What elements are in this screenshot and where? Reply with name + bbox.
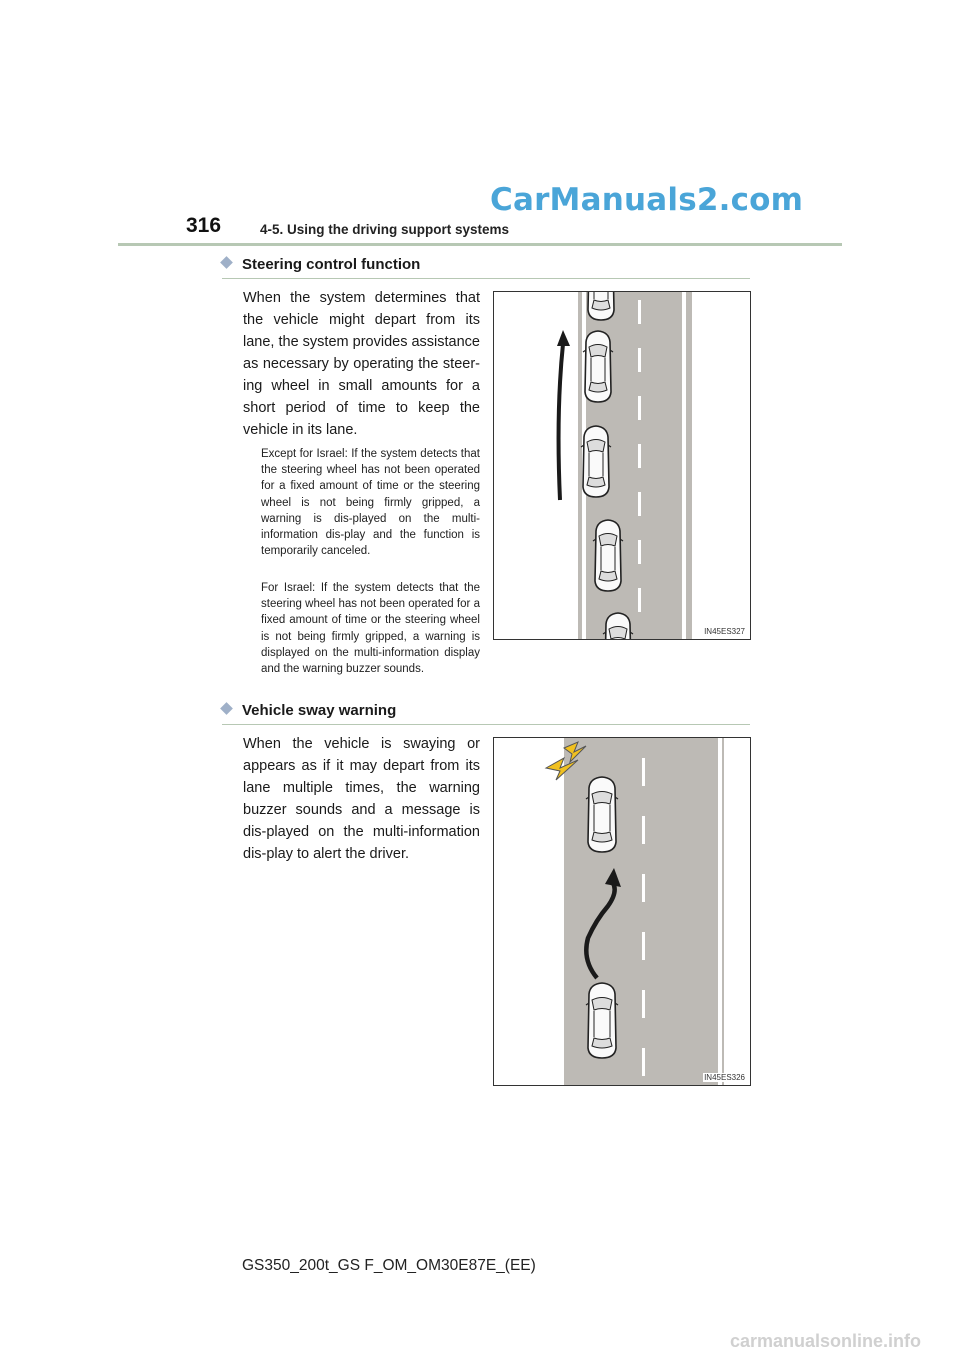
section-heading-steering-control: Steering control function (222, 256, 420, 273)
watermark-footer: carmanualsonline.info (730, 1331, 922, 1351)
car-icon (586, 292, 616, 320)
arrow-head-icon (557, 330, 570, 346)
section-rule (222, 724, 750, 725)
road-edge-line (682, 292, 686, 639)
car-icon (593, 520, 623, 591)
steering-control-illustration (494, 292, 750, 639)
note-except-israel: Except for Israel: If the system detects that the steering wheel has not been operated for a fixed amount of time or the steering wheel is not being firmly gripped, a warning is dis-played on the multi-information dis-play and the function is temporarily canceled. (261, 448, 480, 558)
car-icon (586, 777, 618, 852)
diamond-bullet-icon (220, 256, 233, 269)
diamond-bullet-icon (220, 702, 233, 715)
car-icon (583, 331, 613, 402)
header-rule (118, 243, 842, 246)
figure-sway-warning (493, 737, 751, 1086)
figure-code: IN45ES326 (704, 1073, 745, 1082)
watermark-logo: CarManuals2.com (490, 182, 804, 218)
note-for-israel: For Israel: If the system detects that the steering wheel has not been operated for a fixed amount of time or the steering wheel is not being firmly gripped, a warning is displayed on the multi-information display and the warning buzzer sounds. (261, 582, 480, 676)
car-icon (581, 426, 611, 497)
section-heading-sway-warning: Vehicle sway warning (222, 702, 396, 719)
page-number: 316 (186, 214, 222, 237)
sway-warning-illustration (494, 738, 750, 1085)
manual-code-footer: GS350_200t_GS F_OM_OM30E87E_(EE) (242, 1257, 536, 1274)
road-edge-line (718, 738, 722, 1085)
steering-arrow (559, 344, 563, 500)
figure-code: IN45ES327 (704, 627, 745, 636)
sway-warning-body: When the vehicle is swaying or appears as if it may depart from its lane multiple times, the warning buzzer sounds and a message is dis-played on the multi-information dis-play to alert the driver. (243, 736, 480, 862)
running-header: 4-5. Using the driving support systems (260, 222, 510, 237)
steering-control-body: When the system determines that the vehicle might depart from its lane, the system provides assistance as necessary by operating the steer-ing wheel in small amounts for a short period of time to keep the vehicle in its lane. (243, 290, 480, 438)
section-rule (222, 278, 750, 279)
car-icon (586, 983, 618, 1058)
figure-steering-control (493, 291, 751, 640)
